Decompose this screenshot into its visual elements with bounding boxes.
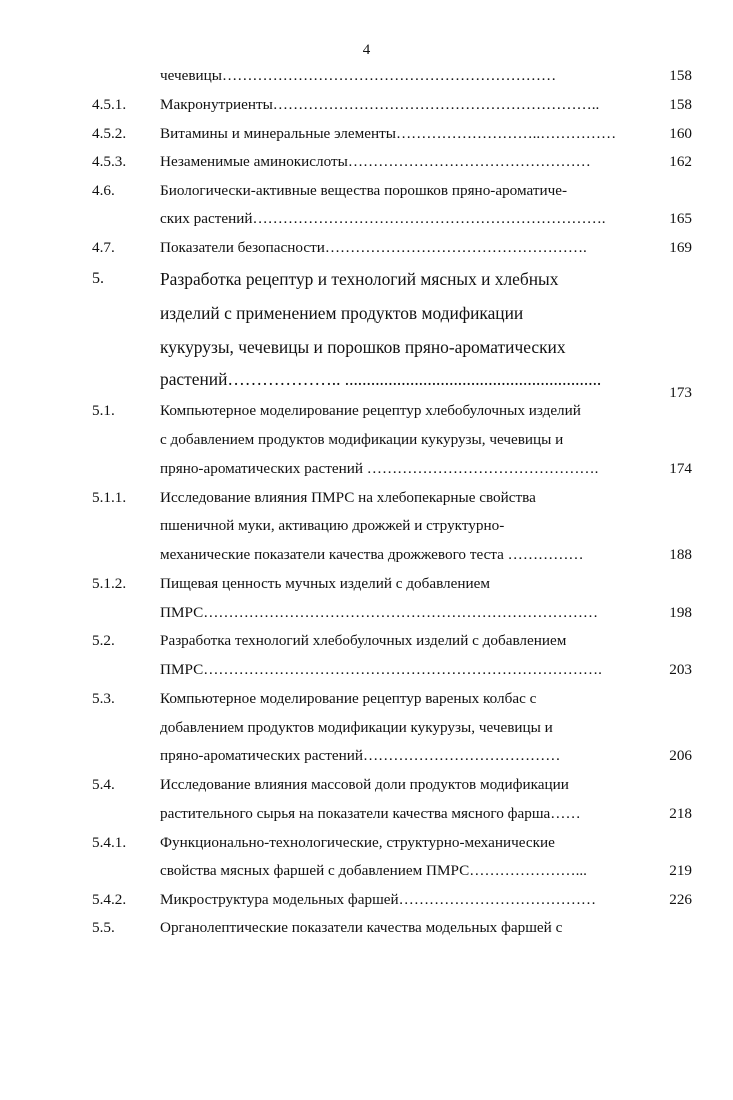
toc-entry-number: 5.3. <box>92 690 115 707</box>
toc-entry-number: 5.1. <box>92 402 115 419</box>
toc-entry-text: кукурузы, чечевицы и порошков пряно-ароматических <box>160 337 566 357</box>
toc-entry-text: растительного сырья на показатели качества мясного фарша…… <box>160 805 581 822</box>
toc-entry-page: 173 <box>669 384 692 401</box>
toc-entry-text: Исследование влияния массовой доли продуктов модификации <box>160 776 569 793</box>
toc-entry-page: 203 <box>669 661 692 678</box>
toc-entry-page: 158 <box>669 96 692 113</box>
toc-entry-text: Компьютерное моделирование рецептур хлебобулочных изделий <box>160 402 581 419</box>
toc-entry-text: чечевицы………………………………………………………… <box>160 67 557 84</box>
toc-entry-text: Незаменимые аминокислоты………………………………………… <box>160 153 591 170</box>
toc-entry-text: Микроструктура модельных фаршей………………………………… <box>160 891 597 908</box>
toc-entry-page: 188 <box>669 546 692 563</box>
toc-entry-number: 4.5.1. <box>92 96 127 113</box>
toc-entry-number: 4.6. <box>92 182 115 199</box>
toc-entry-text: Исследование влияния ПМРС на хлебопекарные свойства <box>160 489 536 506</box>
toc-entry-text: Органолептические показатели качества модельных фаршей с <box>160 919 563 936</box>
toc-entry-text: добавлением продуктов модификации кукурузы, чечевицы и <box>160 719 553 736</box>
toc-entry-text: растений……………….. ........................................................... <box>160 369 602 389</box>
toc-entry-number: 4.5.2. <box>92 125 127 142</box>
toc-entry-text: Разработка технологий хлебобулочных изделий с добавлением <box>160 632 567 649</box>
toc-entry-page: 165 <box>669 210 692 227</box>
toc-entry-text: изделий с применением продуктов модификации <box>160 303 524 323</box>
toc-entry-text: с добавлением продуктов модификации кукурузы, чечевицы и <box>160 431 564 448</box>
toc-entry-number: 5.1.2. <box>92 575 127 592</box>
toc-entry-text: Пищевая ценность мучных изделий с добавлением <box>160 575 490 592</box>
toc-entry-number: 5.4.1. <box>92 834 127 851</box>
toc-entry-text: механические показатели качества дрожжевого теста …………… <box>160 546 584 563</box>
toc-entry-number: 5.4. <box>92 776 115 793</box>
toc-entry-text: ских растений……………………………………………………………. <box>160 210 606 227</box>
toc-entry-page: 206 <box>669 747 692 764</box>
toc-entry-number: 4.7. <box>92 239 115 256</box>
toc-entry-number: 5.5. <box>92 919 115 936</box>
toc-entry-text: Компьютерное моделирование рецептур вареных колбас с <box>160 690 537 707</box>
toc-entry-text: Функционально-технологические, структурно-механические <box>160 834 555 851</box>
toc-entry-text: ПМРС…………………………………………………………………… <box>160 604 599 621</box>
toc-entry-number: 5.2. <box>92 632 115 649</box>
toc-entry-number: 5.4.2. <box>92 891 127 908</box>
toc-entry-page: 219 <box>669 862 692 879</box>
toc-entry-page: 174 <box>669 460 692 477</box>
toc-entry-number: 5.1.1. <box>92 489 127 506</box>
toc-entry-page: 160 <box>669 125 692 142</box>
toc-entry-text: Биологически-активные вещества порошков пряно-ароматиче- <box>160 182 568 199</box>
toc-entry-text: пряно-ароматических растений ………………………………………. <box>160 460 599 477</box>
toc-entry-text: пряно-ароматических растений………………………………… <box>160 747 561 764</box>
toc-entry-page: 198 <box>669 604 692 621</box>
toc-entry-text: пшеничной муки, активацию дрожжей и структурно- <box>160 517 505 534</box>
page-number: 4 <box>362 42 371 58</box>
toc-entry-number: 4.5.3. <box>92 153 127 170</box>
toc-entry-text: Разработка рецептур и технологий мясных и хлебных <box>160 269 559 289</box>
toc-entry-page: 162 <box>669 153 692 170</box>
toc-entry-number: 5. <box>92 270 104 287</box>
toc-entry-text: свойства мясных фаршей с добавлением ПМРС…………………... <box>160 862 587 879</box>
toc-entry-text: ПМРС……………………………………………………………………. <box>160 661 602 678</box>
toc-entry-page: 226 <box>669 891 692 908</box>
toc-entry-page: 169 <box>669 239 692 256</box>
toc-entry-text: Витамины и минеральные элементы………………………..…………… <box>160 125 617 142</box>
toc-entry-text: Показатели безопасности……………………………………………. <box>160 239 587 256</box>
toc-entry-page: 218 <box>669 805 692 822</box>
toc-entry-text: Макронутриенты……………………………………………………….. <box>160 96 600 113</box>
toc-entry-page: 158 <box>669 67 692 84</box>
